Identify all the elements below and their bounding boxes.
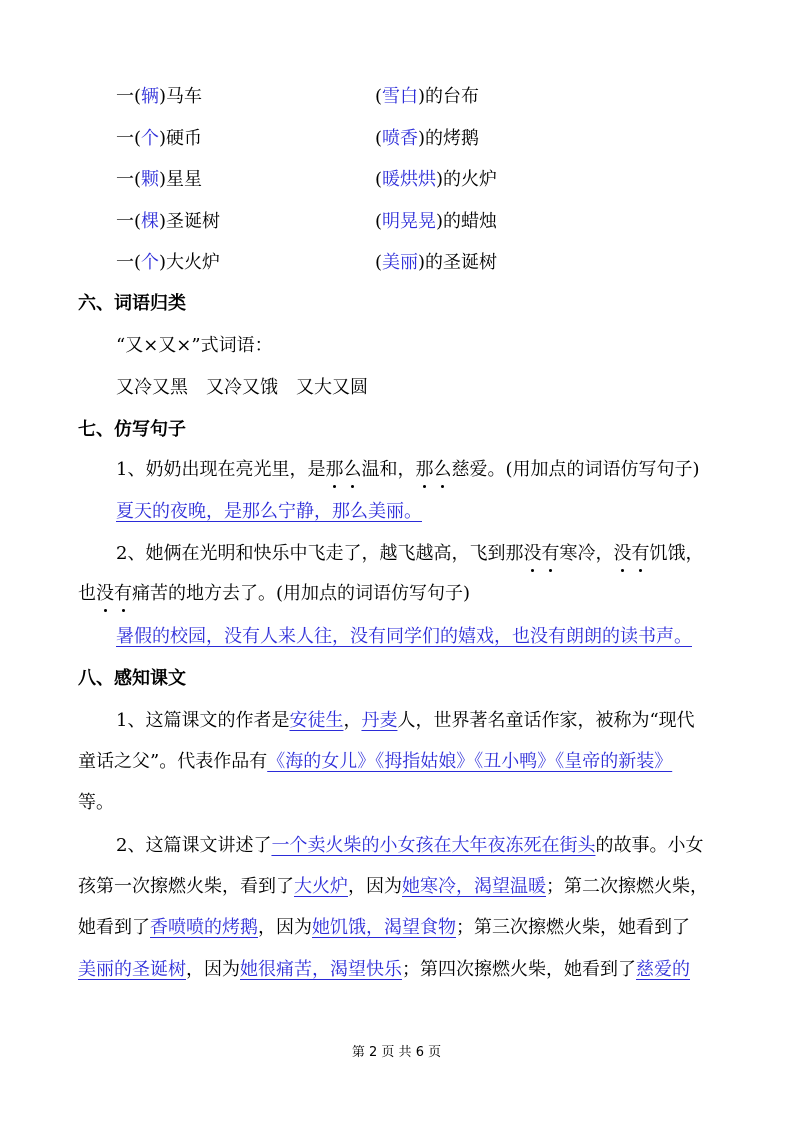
measure-word-2: 一(个)硬币 [116, 128, 203, 149]
adjective-4: (明晃晃)的蜡烛 [375, 211, 498, 232]
section-6-title: 六、词语归类 [78, 293, 186, 314]
measure-word-5: 一(个)大火炉 [116, 252, 221, 273]
adjective-1: (雪白)的台布 [375, 86, 480, 107]
section-8-p2-line-2: 孩第一次擦燃火柴，看到了大火炉，因为她寒冷，渴望温暖；第二次擦燃火柴， [78, 876, 708, 897]
section-7-question-1: 1、奶奶出现在亮光里，是那么温和，那么慈爱。(用加点的词语仿写句子) [116, 459, 700, 480]
section-8-p1-line-2: 童话之父”。代表作品有《海的女儿》《拇指姑娘》《丑小鸭》《皇帝的新装》 [78, 751, 673, 772]
section-7-answer-2: 暑假的校园，没有人来人往，没有同学们的嬉戏，也没有朗朗的读书声。 [116, 626, 692, 647]
section-8-p1-line-1: 1、这篇课文的作者是安徒生，丹麦人，世界著名童话作家，被称为“现代 [116, 710, 695, 731]
measure-word-1: 一(辆)马车 [116, 86, 203, 107]
page-number: 第 2 页 共 6 页 [351, 1045, 442, 1060]
adjective-3: (暖烘烘)的火炉 [375, 169, 498, 190]
section-8-title: 八、感知课文 [78, 668, 186, 689]
measure-word-3: 一(颗)星星 [116, 169, 203, 190]
adjective-5: (美丽)的圣诞树 [375, 252, 498, 273]
section-6-label: “又×又×”式词语： [116, 335, 273, 356]
section-8-p2-line-4: 美丽的圣诞树，因为她很痛苦，渴望快乐；第四次擦燃火柴，她看到了慈爱的 [78, 959, 690, 980]
measure-word-4: 一(棵)圣诞树 [116, 211, 221, 232]
adjective-2: (喷香)的烤鹅 [375, 128, 480, 149]
section-7-answer-1: 夏天的夜晚，是那么宁静，那么美丽。 [116, 501, 422, 522]
section-8-p2-line-1: 2、这篇课文讲述了一个卖火柴的小女孩在大年夜冻死在街头的故事。小女 [116, 835, 704, 856]
section-7-title: 七、仿写句子 [78, 419, 186, 440]
section-6-words: 又冷又黑 又冷又饿 又大又圆 [116, 377, 368, 398]
section-8-p2-line-3: 她看到了香喷喷的烤鹅，因为她饥饿，渴望食物；第三次擦燃火柴，她看到了 [78, 917, 690, 938]
section-7-question-2: 2、她俩在光明和快乐中飞走了，越飞越高，飞到那没有寒冷，没有饥饿， [116, 543, 704, 564]
section-8-p1-line-3: 等。 [78, 792, 114, 813]
section-7-question-2-cont: 也没有痛苦的地方去了。(用加点的词语仿写句子) [78, 583, 471, 604]
